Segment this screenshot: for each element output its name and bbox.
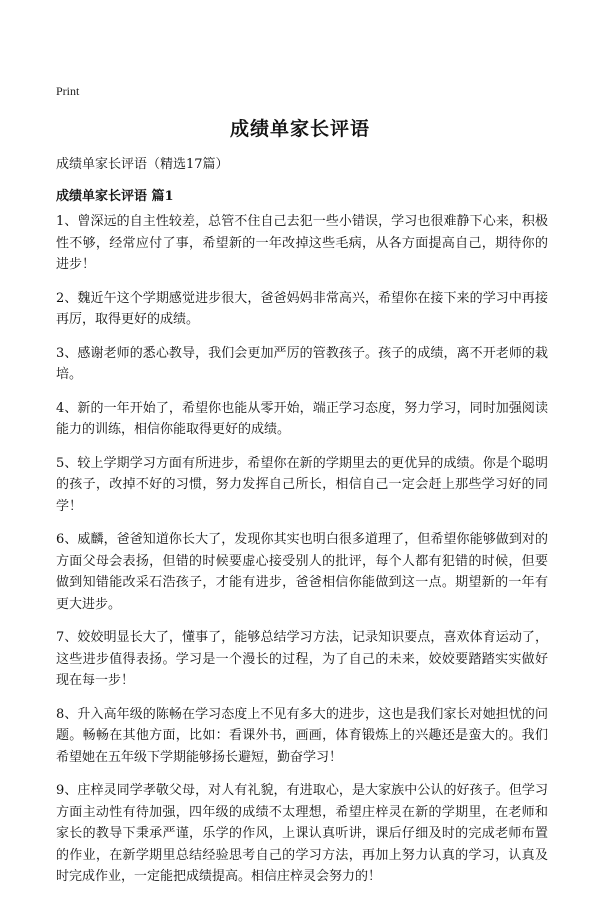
comment-paragraph-4: 4、新的一年开始了，希望你也能从零开始，端正学习态度，努力学习，同时加强阅读能力的训练，相信你能取得更好的成绩。 — [56, 400, 548, 437]
comment-paragraph-1: 1、曾深远的自主性较差，总管不住自己去犯一些小错误，学习也很难静下心来，积极性不够，经常应付了事，希望新的一年改掉这些毛病，从各方面提高自己，期待你的进步！ — [56, 214, 548, 272]
comment-paragraph-5: 5、较上学期学习方面有所进步，希望你在新的学期里去的更优异的成绩。你是个聪明的孩子，改掉不好的习惯，努力发挥自己所长，相信自己一定会赶上那些学习好的同学！ — [56, 455, 548, 514]
comment-paragraph-3: 3、感谢老师的悉心教导，我们会更加严厉的管教孩子。孩子的成绩，离不开老师的栽培。 — [56, 345, 548, 382]
comment-paragraph-2: 2、魏近午这个学期感觉进步很大，爸爸妈妈非常高兴，希望你在接下来的学习中再接再厉，取得更好的成绩。 — [56, 290, 548, 327]
comment-paragraph-8: 8、升入高年级的陈畅在学习态度上不见有多大的进步，这也是我们家长对她担忧的问题。畅畅在其他方面，比如：看课外书，画画，体育锻炼上的兴趣还是蛮大的。我们希望她在五年级下学期能够扬长避短，勤奋学习！ — [56, 706, 548, 765]
comment-paragraph-7: 7、姣姣明显长大了，懂事了，能够总结学习方法，记录知识要点，喜欢体育运动了，这些进步值得表扬。学习是一个漫长的过程，为了自己的未来，姣姣要踏踏实实做好现在每一步！ — [56, 630, 548, 688]
comment-paragraph-6: 6、威麟，爸爸知道你长大了，发现你其实也明白很多道理了，但希望你能够做到对的方面父母会表扬，但错的时候要虚心接受别人的批评，每个人都有犯错的时候，但要做到知错能改采石浩孩子，才能有进步，爸爸相信你能做到这一点。期望新的一年有更大进步。 — [56, 532, 548, 612]
document-subtitle: 成绩单家长评语（精选17篇） — [56, 157, 229, 172]
comment-paragraph-9: 9、庄梓灵同学孝敬父母，对人有礼貌，有进取心，是大家族中公认的好孩子。但学习方面主动性有待加强，四年级的成绩不太理想，希望庄梓灵在新的学期里，在老师和家长的教导下秉承严谨，乐学的作风，上课认真听讲，课后仔细及时的完成老师布置的作业，在新学期里总结经验思考自己的学习方法，再加上努力认真的学习，认真及时完成作业，一定能把成绩提高。相信庄梓灵会努力的！ — [56, 783, 548, 884]
comment-list — [56, 211, 548, 900]
print-link[interactable]: Print — [56, 84, 80, 98]
page-title: 成绩单家长评语 — [229, 118, 370, 140]
section-heading: 成绩单家长评语 篇1 — [56, 189, 174, 204]
